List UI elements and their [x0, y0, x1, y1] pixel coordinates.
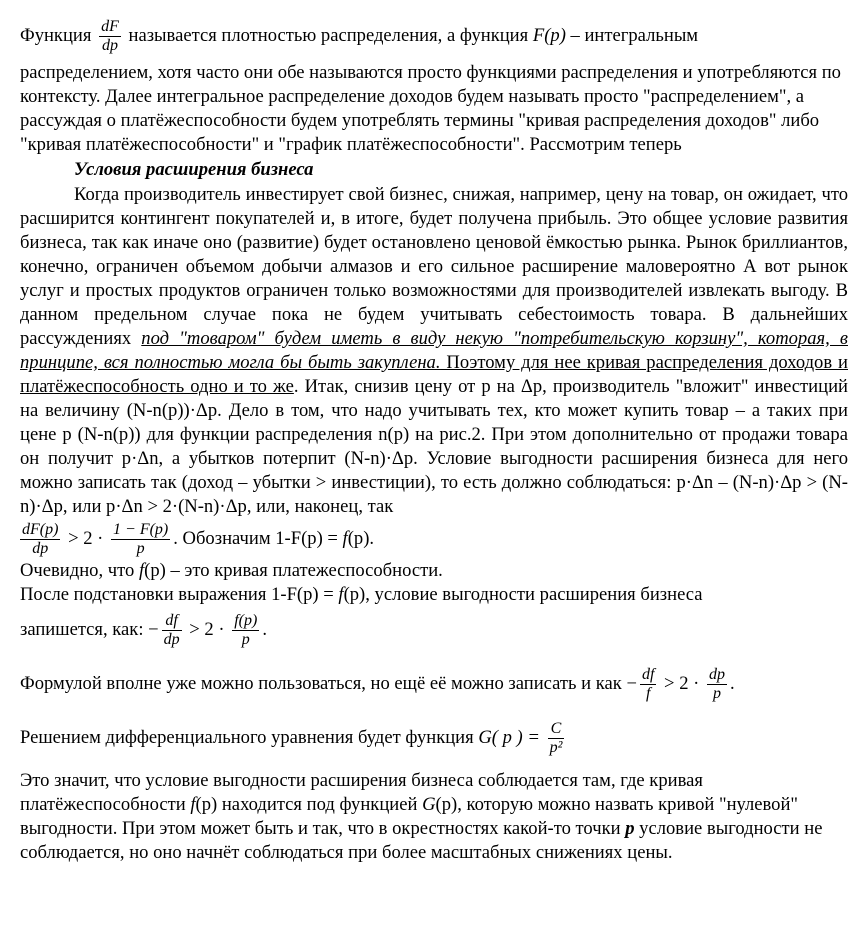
fraction-denominator: dp	[101, 37, 118, 54]
fraction-denominator: dp	[32, 540, 49, 558]
formula1-text-2: (p).	[347, 528, 375, 549]
fraction-C-p2	[548, 720, 565, 757]
fraction-numerator: dp	[708, 666, 725, 684]
written-end: .	[262, 619, 267, 640]
solution-g: G( p ) =	[478, 727, 545, 748]
line-solution	[20, 715, 848, 761]
line-after	[20, 583, 848, 607]
after-text-1: После подстановки выражения 1-F(p) =	[20, 584, 339, 605]
formula1-text-1: . Обозначим 1-F(p) =	[173, 528, 343, 549]
last-text-1: Это значит, что условие выгодности расширения бизнеса соблюдается там, где кривая платёжеспособности	[20, 770, 703, 815]
fraction-df-dp	[162, 612, 182, 649]
fraction-numerator: dF	[101, 18, 119, 35]
fraction-1-F-p	[111, 521, 170, 558]
fraction-denominator: p	[241, 631, 250, 649]
line-written	[20, 607, 848, 653]
last-paragraph	[20, 769, 848, 865]
last-p: p	[625, 818, 635, 839]
fraction-dF-dp	[99, 18, 121, 55]
main-text-1: Когда производитель инвестирует свой бизнес, снижая, например, цену на товар, он ожидает, что расширится контингент покупателей и, в итоге, будет получена прибыль. Это общее условие развития бизнеса, так как иначе оно (развитие) будет остановлено ценовой ёмкостью рынка. Рынок бриллиантов, конечно, ограничен объемом добычи алмазов и его сильное расширение маловероятно А вот рынок услуг и простых продуктов ограничен только возможностями для производителей извлекать выгоду. В данном предельном случае пока не будем учитывать себестоимость товара. В дальнейших рассуждениях	[20, 184, 848, 349]
intro-text-1: Функция	[20, 24, 97, 46]
fraction-numerator: C	[548, 720, 565, 739]
formula-text-1: Формулой вполне уже можно пользоваться, но ещё её можно записать и как	[20, 673, 627, 694]
formula-operator: > 2 ·	[63, 528, 109, 549]
fraction-df-f	[640, 666, 656, 703]
fraction-denominator: dp	[163, 631, 180, 649]
main-text-2: . Итак, снизив цену от p на Δp, производитель "вложит" инвестиций на величину (N-n(p))·Δp. Дело в том, что надо учитывать тех, кто может купить товар – а таких при цене p (N-n(p)) для функции распределения n(p) на рис.2. При этом дополнительно от продажи товара он получит p·Δn, а убытков потерпит (N-n)·Δp. Условие выгодности расширения бизнеса для него можно записать так (доход – убытки > инвестиции), то есть должно соблюдаться: p·Δn – (N-n)·Δp > (N-n)·Δp, или p·Δn > 2·(N-n)·Δp, или, наконец, так	[20, 376, 848, 517]
fraction-numerator: f(p)	[234, 612, 258, 630]
fraction-denominator: p	[712, 685, 721, 703]
after-text-2: (p), условие выгодности расширения бизнеса	[343, 584, 703, 605]
fraction-fp-p	[232, 612, 259, 649]
minus-sign: −	[148, 619, 159, 640]
fraction-numerator: 1 − F(p)	[113, 521, 169, 539]
fraction-denominator: p	[136, 540, 145, 558]
fraction-dFp-dp	[20, 521, 60, 558]
main-paragraph	[20, 183, 848, 519]
last-text-2: (p) находится под функцией	[195, 794, 423, 815]
fraction-denominator: p²	[549, 739, 563, 757]
intro-fp: F(p)	[532, 24, 566, 46]
underlined-italic-text: под "товаром" будем иметь в виду некую "потребительскую корзину", которая, в принципе, вся полностью могла бы быть закуплена.	[20, 328, 848, 373]
fraction-numerator: df	[162, 612, 182, 631]
obvious-f: f	[138, 560, 145, 581]
intro-paragraph: распределением, хотя часто они обе называются просто функциями распределения и употребляются по контексту. Далее интегральное распределение доходов будем называть просто "распределением", а рассуждая о платёжеспособности будем употреблять термины "кривая распределения доходов" либо "кривая платёжеспособности" и "график платёжеспособности". Рассмотрим теперь	[20, 62, 841, 155]
fraction-numerator: df	[641, 666, 655, 684]
written-text-1: запишется, как:	[20, 619, 149, 640]
last-f: f	[190, 794, 196, 815]
line-formula	[20, 661, 848, 707]
formula-end: .	[729, 673, 735, 694]
fraction-denominator: f	[645, 685, 651, 703]
last-text-4: условие выгодности не соблюдается, но оно начнёт соблюдаться при более масштабных снижениях цены.	[20, 818, 823, 863]
line-obvious	[20, 559, 848, 583]
intro-line	[20, 18, 848, 55]
formula-operator: > 2 ·	[659, 673, 704, 694]
last-g: G	[422, 794, 436, 815]
fraction-dp-p	[707, 666, 727, 703]
minus-sign: −	[626, 673, 637, 694]
underlined-text: Поэтому для нее кривая распределения доходов и платёжеспособность одно и то же	[20, 352, 848, 397]
formula-operator: > 2 ·	[184, 619, 230, 640]
obvious-text-2: (p) – это кривая платежеспособности.	[144, 560, 443, 581]
obvious-text-1: Очевидно, что	[20, 560, 139, 581]
solution-text-1: Решением дифференциального уравнения будет функция	[20, 727, 479, 748]
formula-line-1	[20, 519, 848, 559]
after-f: f	[338, 584, 344, 605]
fraction-numerator: dF(p)	[22, 521, 59, 539]
formula1-f: f	[342, 528, 348, 549]
section-heading: Условия расширения бизнеса	[74, 159, 314, 180]
last-text-3: (p), которую можно назвать кривой "нулевой" выгодности. При этом может быть и так, что в окрестностях какой-то точки	[20, 794, 799, 839]
intro-text-2: называется плотностью распределения, а функция	[123, 24, 533, 46]
intro-text-3: – интегральным	[565, 24, 699, 46]
